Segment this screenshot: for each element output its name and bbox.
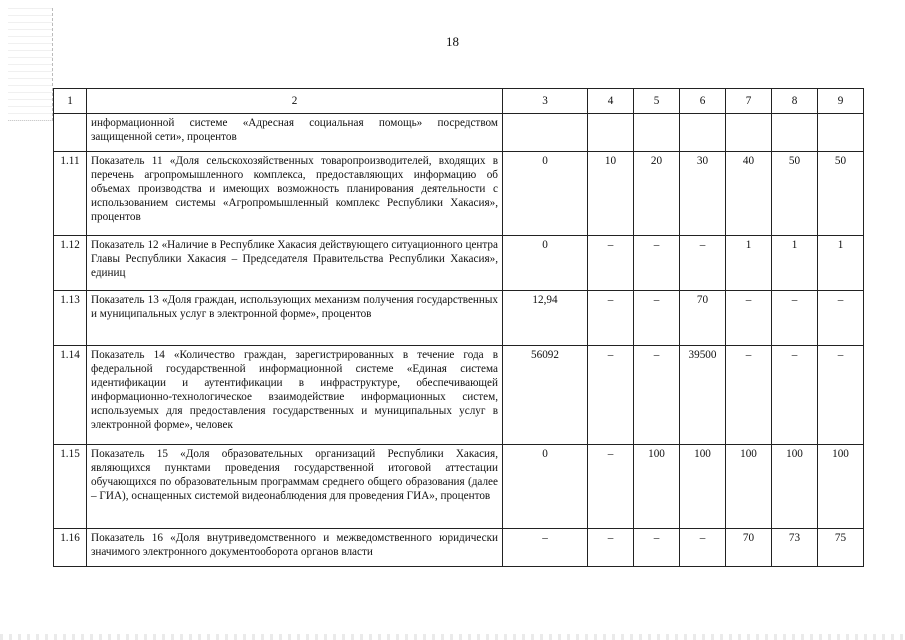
value-cell: 100 — [634, 445, 680, 529]
indicator-text: Показатель 14 «Количество граждан, зарегистрированных в течение года в федеральной государственной информационной системе «Единая система идентификации и аутентификации в инфраструктуре, обеспечивающей информационно-технологическое взаимодействие информационных систем, используемых для предоставления государственных и муниципальных услуг в электронной форме», человек — [87, 346, 503, 445]
value-cell — [726, 114, 772, 152]
table-row — [54, 346, 864, 445]
value-cell: 100 — [818, 445, 864, 529]
value-cell: 73 — [772, 529, 818, 567]
indicator-text: Показатель 15 «Доля образовательных организаций Республики Хакасия, являющихся пунктами проведения государственной итоговой аттестации обучающихся по образовательным программам среднего общего образования (далее – ГИА), оснащенных системой видеонаблюдения для проведения ГИА», процентов — [87, 445, 503, 529]
value-cell: – — [588, 291, 634, 346]
table-row — [54, 236, 864, 291]
value-cell: – — [634, 529, 680, 567]
indicator-text: информационной системе «Адресная социальная помощь» посредством защищенной сети», процентов — [87, 114, 503, 152]
value-cell: 12,94 — [503, 291, 588, 346]
indicator-text: Показатель 12 «Наличие в Республике Хакасия действующего ситуационного центра Главы Республики Хакасия – Председателя Правительства Республики Хакасия», единиц — [87, 236, 503, 291]
value-cell: – — [818, 291, 864, 346]
table-row — [54, 445, 864, 529]
value-cell: 100 — [772, 445, 818, 529]
value-cell: – — [726, 291, 772, 346]
value-cell: 100 — [726, 445, 772, 529]
value-cell: – — [588, 445, 634, 529]
value-cell: 100 — [680, 445, 726, 529]
header-cell: 8 — [772, 89, 818, 114]
value-cell: 0 — [503, 236, 588, 291]
header-cell: 2 — [87, 89, 503, 114]
value-cell: – — [588, 236, 634, 291]
scan-bottom-edge — [0, 634, 905, 640]
value-cell: 70 — [726, 529, 772, 567]
header-cell: 1 — [54, 89, 87, 114]
header-cell: 4 — [588, 89, 634, 114]
value-cell: 1 — [818, 236, 864, 291]
indicators-table — [53, 88, 864, 567]
value-cell: – — [818, 346, 864, 445]
value-cell: – — [772, 291, 818, 346]
value-cell: 40 — [726, 152, 772, 236]
page-number: 18 — [446, 34, 459, 49]
row-number: 1.14 — [54, 346, 87, 445]
value-cell: – — [772, 346, 818, 445]
value-cell — [588, 114, 634, 152]
indicator-text: Показатель 13 «Доля граждан, использующих механизм получения государственных и муниципальных услуг в электронной форме», процентов — [87, 291, 503, 346]
table-row — [54, 114, 864, 152]
value-cell: 30 — [680, 152, 726, 236]
header-cell: 6 — [680, 89, 726, 114]
value-cell: – — [680, 529, 726, 567]
header-cell: 9 — [818, 89, 864, 114]
value-cell: 70 — [680, 291, 726, 346]
row-number — [54, 114, 87, 152]
indicator-text: Показатель 16 «Доля внутриведомственного и межведомственного юридически значимого электронного документооборота органов власти — [87, 529, 503, 567]
row-number: 1.12 — [54, 236, 87, 291]
value-cell: 50 — [772, 152, 818, 236]
scan-margin-stamp — [8, 8, 53, 121]
value-cell: – — [588, 346, 634, 445]
value-cell: 56092 — [503, 346, 588, 445]
table-row — [54, 291, 864, 346]
table-header-row — [54, 89, 864, 114]
row-number: 1.13 — [54, 291, 87, 346]
value-cell — [818, 114, 864, 152]
value-cell: 50 — [818, 152, 864, 236]
value-cell: – — [588, 529, 634, 567]
value-cell: 0 — [503, 152, 588, 236]
row-number: 1.11 — [54, 152, 87, 236]
value-cell: 1 — [726, 236, 772, 291]
value-cell — [503, 114, 588, 152]
value-cell: – — [634, 346, 680, 445]
value-cell: 0 — [503, 445, 588, 529]
value-cell: – — [634, 236, 680, 291]
value-cell: – — [726, 346, 772, 445]
header-cell: 3 — [503, 89, 588, 114]
value-cell: 39500 — [680, 346, 726, 445]
table-row — [54, 529, 864, 567]
value-cell: 10 — [588, 152, 634, 236]
value-cell — [634, 114, 680, 152]
value-cell: – — [503, 529, 588, 567]
row-number: 1.16 — [54, 529, 87, 567]
value-cell — [772, 114, 818, 152]
value-cell: – — [680, 236, 726, 291]
value-cell: – — [634, 291, 680, 346]
header-cell: 7 — [726, 89, 772, 114]
row-number: 1.15 — [54, 445, 87, 529]
value-cell: 20 — [634, 152, 680, 236]
header-cell: 5 — [634, 89, 680, 114]
indicator-text: Показатель 11 «Доля сельскохозяйственных товаропроизводителей, входящих в перечень агропромышленного комплекса, предоставляющих информацию об объемах производства и имеющих возможность планирования деятельности с использованием системы «Агропромышленный комплекс Республики Хакасия», процентов — [87, 152, 503, 236]
value-cell: 75 — [818, 529, 864, 567]
value-cell: 1 — [772, 236, 818, 291]
value-cell — [680, 114, 726, 152]
table-row — [54, 152, 864, 236]
